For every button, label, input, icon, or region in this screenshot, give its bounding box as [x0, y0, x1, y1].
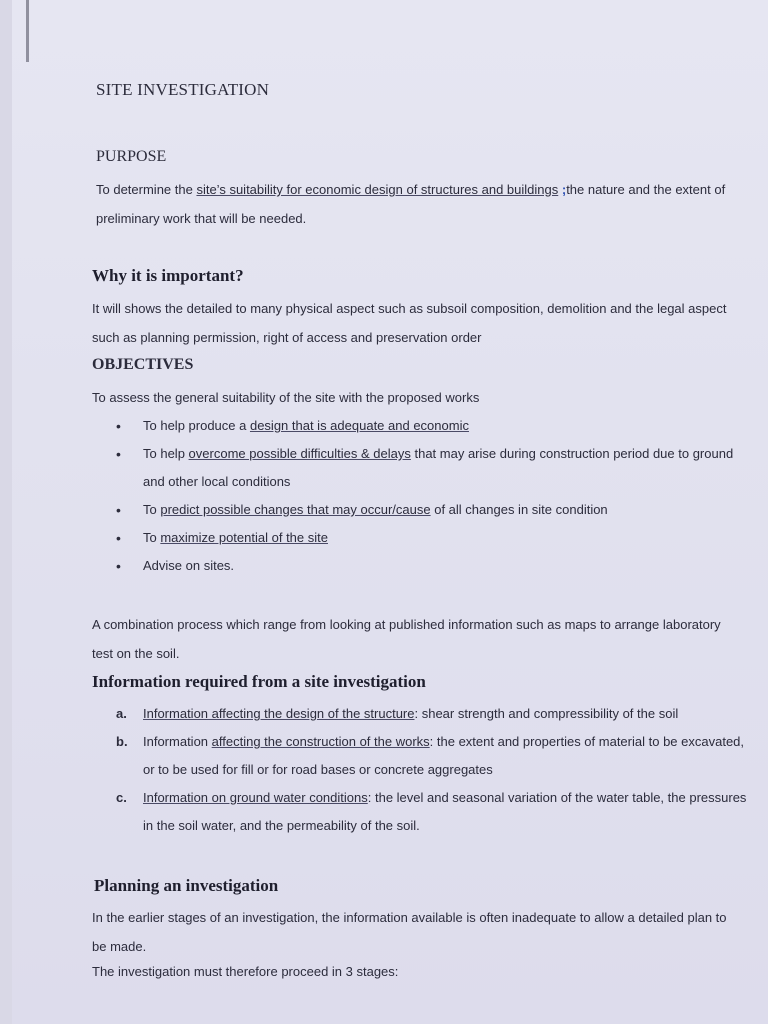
planning-paragraph-1: In the earlier stages of an investigation, the information available is often inadequate to allow a detailed plan to be made.: [92, 910, 727, 954]
purpose-text-post: the nature and the extent of preliminary work that will be needed.: [96, 182, 726, 226]
combination-paragraph: A combination process which range from looking at published information such as maps to arrange laboratory test on the soil.: [92, 617, 721, 661]
list-item: • To maximize potential of the site: [112, 524, 752, 552]
page-title: SITE INVESTIGATION: [96, 80, 270, 99]
list-item: • To help overcome possible difficulties & delays that may arise during construction period due to ground and other local conditions: [112, 440, 752, 496]
importance-heading: Why it is important?: [92, 266, 244, 285]
planning-heading: Planning an investigation: [94, 876, 279, 895]
purpose-heading: PURPOSE: [96, 148, 167, 165]
scan-edge-mark: [26, 0, 29, 62]
list-item: c. Information on ground water conditions: the level and seasonal variation of the water table, the pressures in the soil water, and the permeability of the soil.: [116, 790, 747, 833]
list-item: • To help produce a design that is adequate and economic: [112, 412, 752, 440]
objectives-list: [112, 412, 752, 580]
purpose-text-underlined: site’s suitability for economic design of structures and buildings: [196, 182, 559, 197]
list-item: b. Information affecting the construction of the works: the extent and properties of material to be excavated, or to be used for fill or for road bases or concrete aggregates: [116, 734, 745, 777]
information-heading: Information required from a site investigation: [92, 672, 426, 691]
purpose-edit-mark: ;: [558, 182, 567, 197]
list-item: • Advise on sites.: [112, 552, 752, 580]
document-page: [12, 0, 768, 1024]
list-item: • To predict possible changes that may occur/cause of all changes in site condition: [112, 496, 752, 524]
information-list: [112, 700, 752, 840]
objectives-heading: OBJECTIVES: [92, 356, 194, 373]
objectives-intro: To assess the general suitability of the site with the proposed works: [92, 390, 480, 405]
planning-paragraph-2: The investigation must therefore proceed in 3 stages:: [92, 964, 399, 979]
list-item: a. Information affecting the design of the structure: shear strength and compressibility of the soil: [116, 706, 679, 721]
purpose-text-pre: To determine the: [96, 182, 197, 197]
importance-paragraph: It will shows the detailed to many physical aspect such as subsoil composition, demolition and the legal aspect such as planning permission, right of access and preservation order: [92, 301, 727, 345]
purpose-paragraph: [96, 175, 746, 233]
